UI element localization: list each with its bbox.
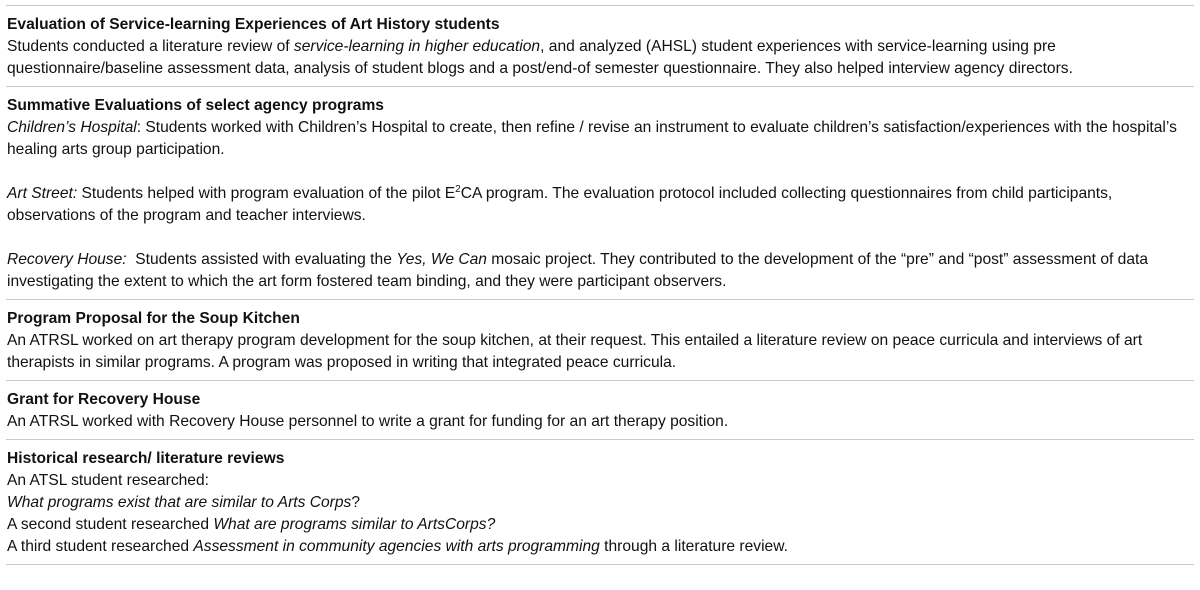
recovery-house-text: Recovery House: Students assisted with evaluating the Yes, We Can mosaic project. They contributed to the development of the “pre” and “post” assessment of data investigating the extent to which the art form fostered team binding, and they were participant observers. xyxy=(7,251,1153,290)
service-learning-table xyxy=(6,5,1194,565)
research-line: An ATSL student researched: xyxy=(7,472,209,489)
research-line: A third student researched Assessment in community agencies with arts programming through a literature review. xyxy=(7,538,788,555)
section-title: Grant for Recovery House xyxy=(7,391,201,408)
agency-label: Children’s Hospital xyxy=(7,119,137,136)
section-title: Evaluation of Service-learning Experiences of Art History students xyxy=(7,16,500,33)
section-summative-evaluations xyxy=(6,87,1194,299)
research-line: A second student researched What are programs similar to ArtsCorps? xyxy=(7,516,496,533)
section-historical-research xyxy=(6,440,1194,564)
childrens-hospital-text: Children’s Hospital: Students worked with Children’s Hospital to create, then refine / revise an instrument to evaluate children’s satisfaction/experiences with the hospital’s healing arts group participation. xyxy=(7,119,1177,158)
section-text: An ATRSL worked with Recovery House personnel to write a grant for funding for an art therapy position. xyxy=(7,413,729,430)
section-art-history-evaluation xyxy=(6,6,1194,86)
section-title: Program Proposal for the Soup Kitchen xyxy=(7,310,300,327)
agency-label: Art Street: xyxy=(7,185,78,202)
agency-label: Recovery House: xyxy=(7,251,127,268)
research-line: What programs exist that are similar to Arts Corps? xyxy=(7,494,361,511)
section-title: Summative Evaluations of select agency programs xyxy=(7,97,384,114)
table-rule xyxy=(6,564,1194,565)
section-title: Historical research/ literature reviews xyxy=(7,450,285,467)
art-street-text: Art Street: Students helped with program evaluation of the pilot $E^2CA$ program. The evaluation protocol included collecting questionnaires from child participants, observations of the program and teacher interviews. xyxy=(7,184,1113,224)
section-text: An ATRSL worked on art therapy program development for the soup kitchen, at their request. This entailed a literature review on peace curricula and interviews of art therapists in similar programs. A program was proposed in writing that integrated peace curricula. xyxy=(7,332,1143,371)
italic-phrase: Yes, We Can xyxy=(396,251,487,268)
italic-phrase: service-learning in higher education xyxy=(293,38,541,55)
section-text: Students conducted a literature review of service-learning in higher education, and analyzed (AHSL) student experiences with service-learning using pre questionnaire/baseline assessment data, analysis of student blogs and a post/end-of semester questionnaire. They also helped interview agency directors. xyxy=(7,38,1073,77)
section-soup-kitchen-proposal xyxy=(6,300,1194,380)
section-recovery-house-grant xyxy=(6,381,1194,439)
superscript: 2 xyxy=(455,184,461,195)
